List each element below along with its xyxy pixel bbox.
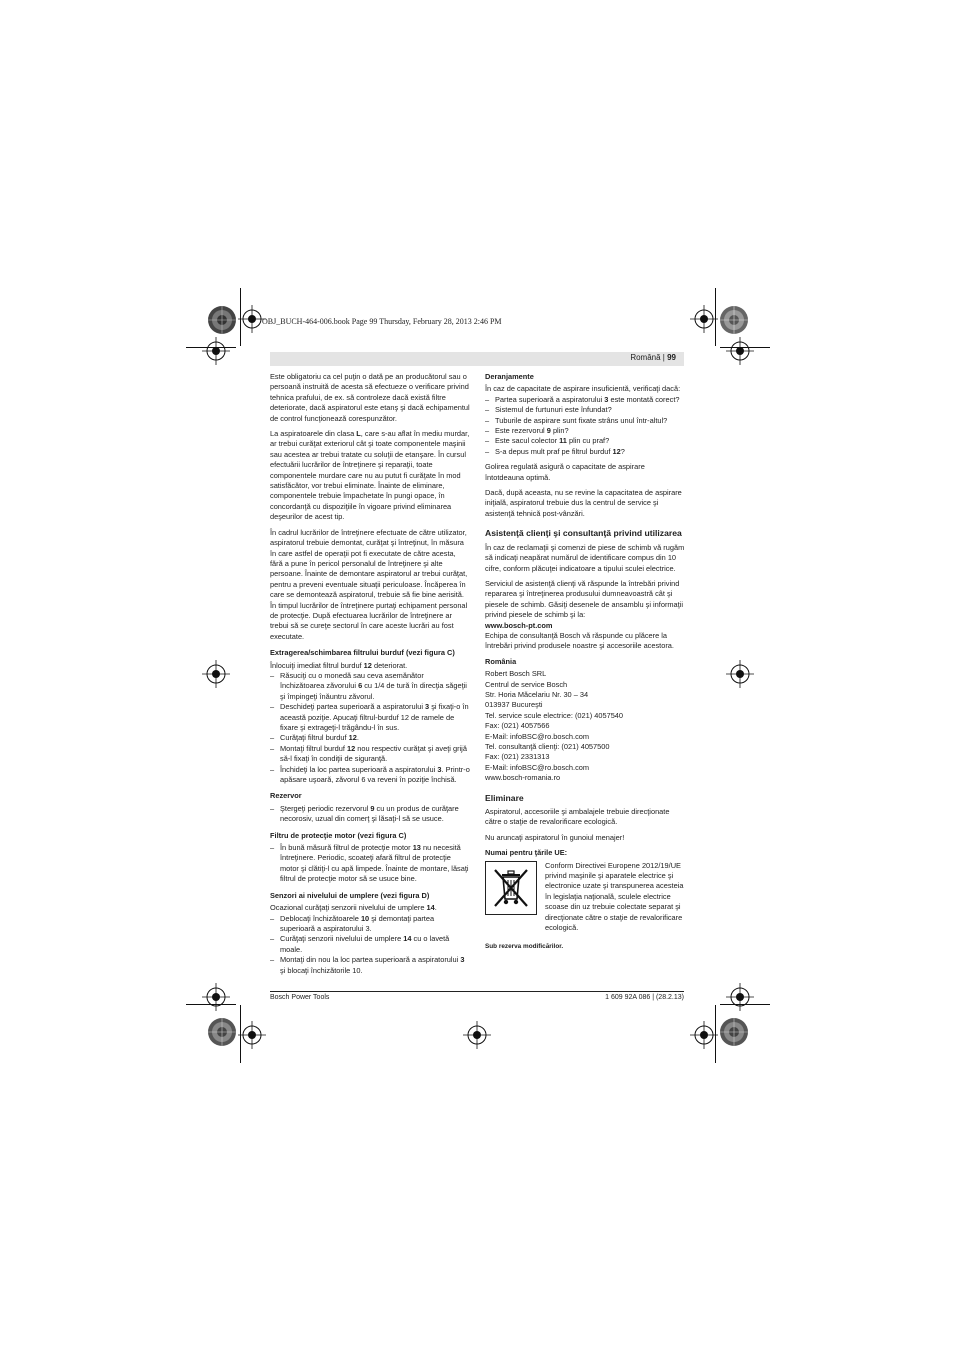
address-website-link[interactable]: www.bosch-romania.ro — [485, 773, 561, 783]
registration-mark-icon — [202, 983, 230, 1011]
sensor-steps — [270, 914, 470, 976]
color-rosette-icon — [207, 1017, 237, 1047]
registration-mark-icon — [726, 337, 754, 365]
service-paragraph-2: Serviciul de asistenţă clienţi vă răspunde la întrebări privind repararea şi întreţinerea produsului dumneavoastră cât şi piesele de schimb. Găsiţi desenele de ansamblu şi informaţii privind piesele de schimb şi la: — [485, 578, 684, 620]
eu-directive-text: Conform Directivei Europene 2012/19/UE privind maşinile şi aparatele electrice şi electronice uzate şi transpunerea acesteia în legislaţia naţională, sculele electrice scoase din uz trebuie colectate separat şi direcţionate către o staţie de revalorificare ecologică. — [545, 860, 684, 933]
registration-mark-icon — [238, 1021, 266, 1049]
footer-brand: Bosch Power Tools — [270, 994, 330, 1001]
fault-intro: În caz de capacitate de aspirare insuficientă, verificaţi dacă: — [485, 384, 681, 394]
list-item: – Partea superioară a aspiratorului 3 este montată corect? — [485, 395, 685, 405]
list-item: – Montaţi din nou la loc partea superioară a aspiratorului 3 şi blocaţi închizătorile 10. — [270, 955, 470, 976]
class-l-paragraph: La aspiratoarele din clasa L, care s-au aflat în mediu murdar, ar trebui curăţat exteriorul cât şi toate componentele maşinii sau acestea ar trebui tratate cu soluţii de etanşare. În cursul efectuării lucrărilor de întreţinere şi reparaţii, toate componentele murdare care nu au putut fi curăţate în mod satisfăcător, vor trebui eliminate. Înainte de eliminare, componentele trebuie împachetate în pungi opace, în concordanţă cu dispoziţiile în vigoare privind eliminarea deşeurilor de acest tip. — [270, 429, 470, 522]
header-language: Română — [630, 353, 661, 362]
crossed-out-wheeled-bin-icon — [485, 861, 537, 915]
list-item: – Răsuciţi cu o monedă sau ceva asemănător închizătoarea zăvorului 6 cu 1/4 de tură în direcţia săgeţii şi împingeţi înăuntru zăvorul. — [270, 671, 470, 702]
list-item: – Tuburile de aspirare sunt fixate strâns unul într-altul? — [485, 416, 685, 426]
sensor-heading: Senzori ai nivelului de umplere (vezi figura D) — [270, 890, 430, 900]
right-column — [485, 372, 685, 952]
fault-paragraph-2: Dacă, după aceasta, nu se revine la capacitatea de aspirare iniţială, aspiratorul trebuie dus la centrul de service şi asistenţă tehnică post-vânzări. — [485, 488, 682, 518]
intro-paragraph: Este obligatoriu ca cel puţin o dată pe an producătorul sau o persoană instruită de acesta să efectueze o verificare privind tehnica prafului, de ex. să controleze dacă există filtre deteriorate, dacă aspiratorul este etanş şi dacă echipamentul de control funcţionează corespunzător. — [270, 372, 470, 423]
filter-intro: Înlocuiţi imediat filtrul burduf 12 deteriorat. — [270, 660, 408, 670]
service-paragraph-1: În caz de reclamaţii şi comenzi de piese de schimb vă rugăm să indicaţi neapărat numărul de identificare compus din 10 cifre, conform plăcuţei indicatoare a tipului sculei electrice. — [485, 542, 685, 573]
disposal-paragraph-1: Aspiratorul, accesoriile şi ambalajele trebuie direcţionate către o staţie de revalorificare ecologică. — [485, 807, 670, 827]
address-line: Fax: (021) 4057566 — [485, 721, 550, 731]
tank-steps — [270, 804, 470, 825]
list-item: – Este rezervorul 9 plin? — [485, 426, 685, 436]
registration-mark-icon — [726, 983, 754, 1011]
fault-paragraph-1: Golirea regulată asigură o capacitate de aspirare întotdeauna optimă. — [485, 462, 645, 482]
address-line: 013937 Bucureşti — [485, 700, 543, 710]
color-rosette-icon — [207, 305, 237, 335]
fault-heading: Deranjamente — [485, 372, 534, 381]
service-url-link[interactable]: www.bosch-pt.com — [485, 620, 553, 630]
eu-heading: Numai pentru ţările UE: — [485, 848, 568, 858]
filter-heading: Extragerea/schimbarea filtrului burduf (vezi figura C) — [270, 648, 455, 658]
left-column — [270, 372, 470, 981]
list-item: – Închideţi la loc partea superioară a aspiratorului 3. Printr-o apăsare uşoară, zăvorul 6 va reveni în poziţie închisă. — [270, 765, 470, 786]
service-address — [485, 669, 685, 783]
list-item: – S-a depus mult praf pe filtrul burduf 12? — [485, 447, 685, 457]
list-item: – Curăţaţi filtrul burduf 12. — [270, 733, 470, 743]
footer-doc-number: 1 609 92A 086 | (28.2.13) — [605, 994, 684, 1001]
maintenance-paragraph: În cadrul lucrărilor de întreţinere efectuate de către utilizator, aspiratorul trebuie demontat, curăţat şi întreţinut, în măsura în care astfel de operaţii pot fi executate de către acesta, fără a pune în pericol personalul de întreţinere şi alte persoane. Înainte de demontare aspiratorul ar trebui curăţat, pentru a preveni eventuale situaţii periculoase. Încăperea în care se demontează aspiratorul, trebuie să fie bine aerisită. În timpul lucrărilor de întreţinere purtaţi echipament personal de protecţie. După efectuarea lucrărilor de întreţinere ar trebui să se cureţe sectorul în care aceste lucrări au fost executate. — [270, 527, 468, 641]
registration-mark-icon — [463, 1021, 491, 1049]
service-paragraph-3: Echipa de consultanţă Bosch vă răspunde cu plăcere la întrebări privind produsele noastre şi accesoriile acestora. — [485, 630, 674, 651]
address-email-link[interactable]: E-Mail: infoBSC@ro.bosch.com — [485, 762, 590, 772]
service-heading: Asistenţă clienţi şi consultanţă privind utilizarea — [485, 528, 682, 539]
list-item: – Ştergeţi periodic rezervorul 9 cu un produs de curăţare necorosiv, uzual din comerţ şi lăsaţi-l să se usuce. — [270, 804, 470, 825]
registration-mark-icon — [202, 660, 230, 688]
header-label: Română | 99 — [630, 353, 676, 362]
sensor-intro: Ocazional curăţaţi senzorii nivelului de umplere 14. — [270, 903, 437, 913]
page-number: 99 — [667, 353, 676, 362]
book-imprint-line: OBJ_BUCH-464-006.book Page 99 Thursday, February 28, 2013 2:46 PM — [262, 317, 502, 326]
filter-steps — [270, 671, 470, 785]
list-item: – Este sacul colector 11 plin cu praf? — [485, 436, 685, 446]
address-line: Tel. service scule electrice: (021) 4057540 — [485, 710, 624, 720]
color-rosette-icon — [719, 305, 749, 335]
address-line: Str. Horia Măcelariu Nr. 30 – 34 — [485, 689, 589, 699]
motor-filter-heading: Filtru de protecţie motor (vezi figura C) — [270, 830, 407, 840]
disposal-paragraph-2: Nu aruncaţi aspiratorul în gunoiul menajer! — [485, 832, 625, 842]
address-line: Fax: (021) 2331313 — [485, 752, 550, 762]
list-item: – Curăţaţi senzorii nivelului de umplere 14 cu o lavetă moale. — [270, 934, 470, 955]
disposal-heading: Eliminare — [485, 792, 524, 803]
footer-divider — [270, 991, 684, 992]
registration-mark-icon — [202, 337, 230, 365]
address-email-link[interactable]: E-Mail: infoBSC@ro.bosch.com — [485, 731, 590, 741]
list-item: – În bună măsură filtrul de protecţie motor 13 nu necesită întreţinere. Periodic, scoateţi afară filtrul de protecţie motor şi clătiţi-l cu apă limpede. Înainte de montare, lăsaţi filtrul de protecţie motor să se usuce bine. — [270, 843, 470, 885]
registration-mark-icon — [690, 305, 718, 333]
color-rosette-icon — [719, 1017, 749, 1047]
page-header — [270, 352, 684, 366]
registration-mark-icon — [726, 660, 754, 688]
reserve-note: Sub rezerva modificărilor. — [485, 942, 564, 950]
registration-mark-icon — [690, 1021, 718, 1049]
list-item: – Montaţi filtrul burduf 12 nou respectiv curăţat şi aveţi grijă să-l fixaţi în condiţii de siguranţă. — [270, 744, 470, 765]
tank-heading: Rezervor — [270, 791, 302, 801]
motor-filter-steps — [270, 843, 470, 885]
list-item: – Deschideţi partea superioară a aspiratorului 3 şi fixaţi-o în această poziţie. Apucaţi filtrul-burduf 12 de ramele de fixare şi extrageţi-l trăgându-l în sus. — [270, 702, 470, 733]
address-line: Robert Bosch SRL — [485, 669, 547, 679]
weee-notice — [485, 861, 685, 934]
country-heading: România — [485, 656, 517, 666]
address-line: Tel. consultanţă clienţi: (021) 4057500 — [485, 742, 610, 751]
address-line: Centrul de service Bosch — [485, 679, 568, 689]
fault-checklist — [485, 395, 685, 457]
list-item: – Deblocaţi închizătoarele 10 şi demontaţi partea superioară a aspiratorului 3. — [270, 914, 470, 935]
list-item: – Sistemul de furtunuri este înfundat? — [485, 405, 685, 415]
